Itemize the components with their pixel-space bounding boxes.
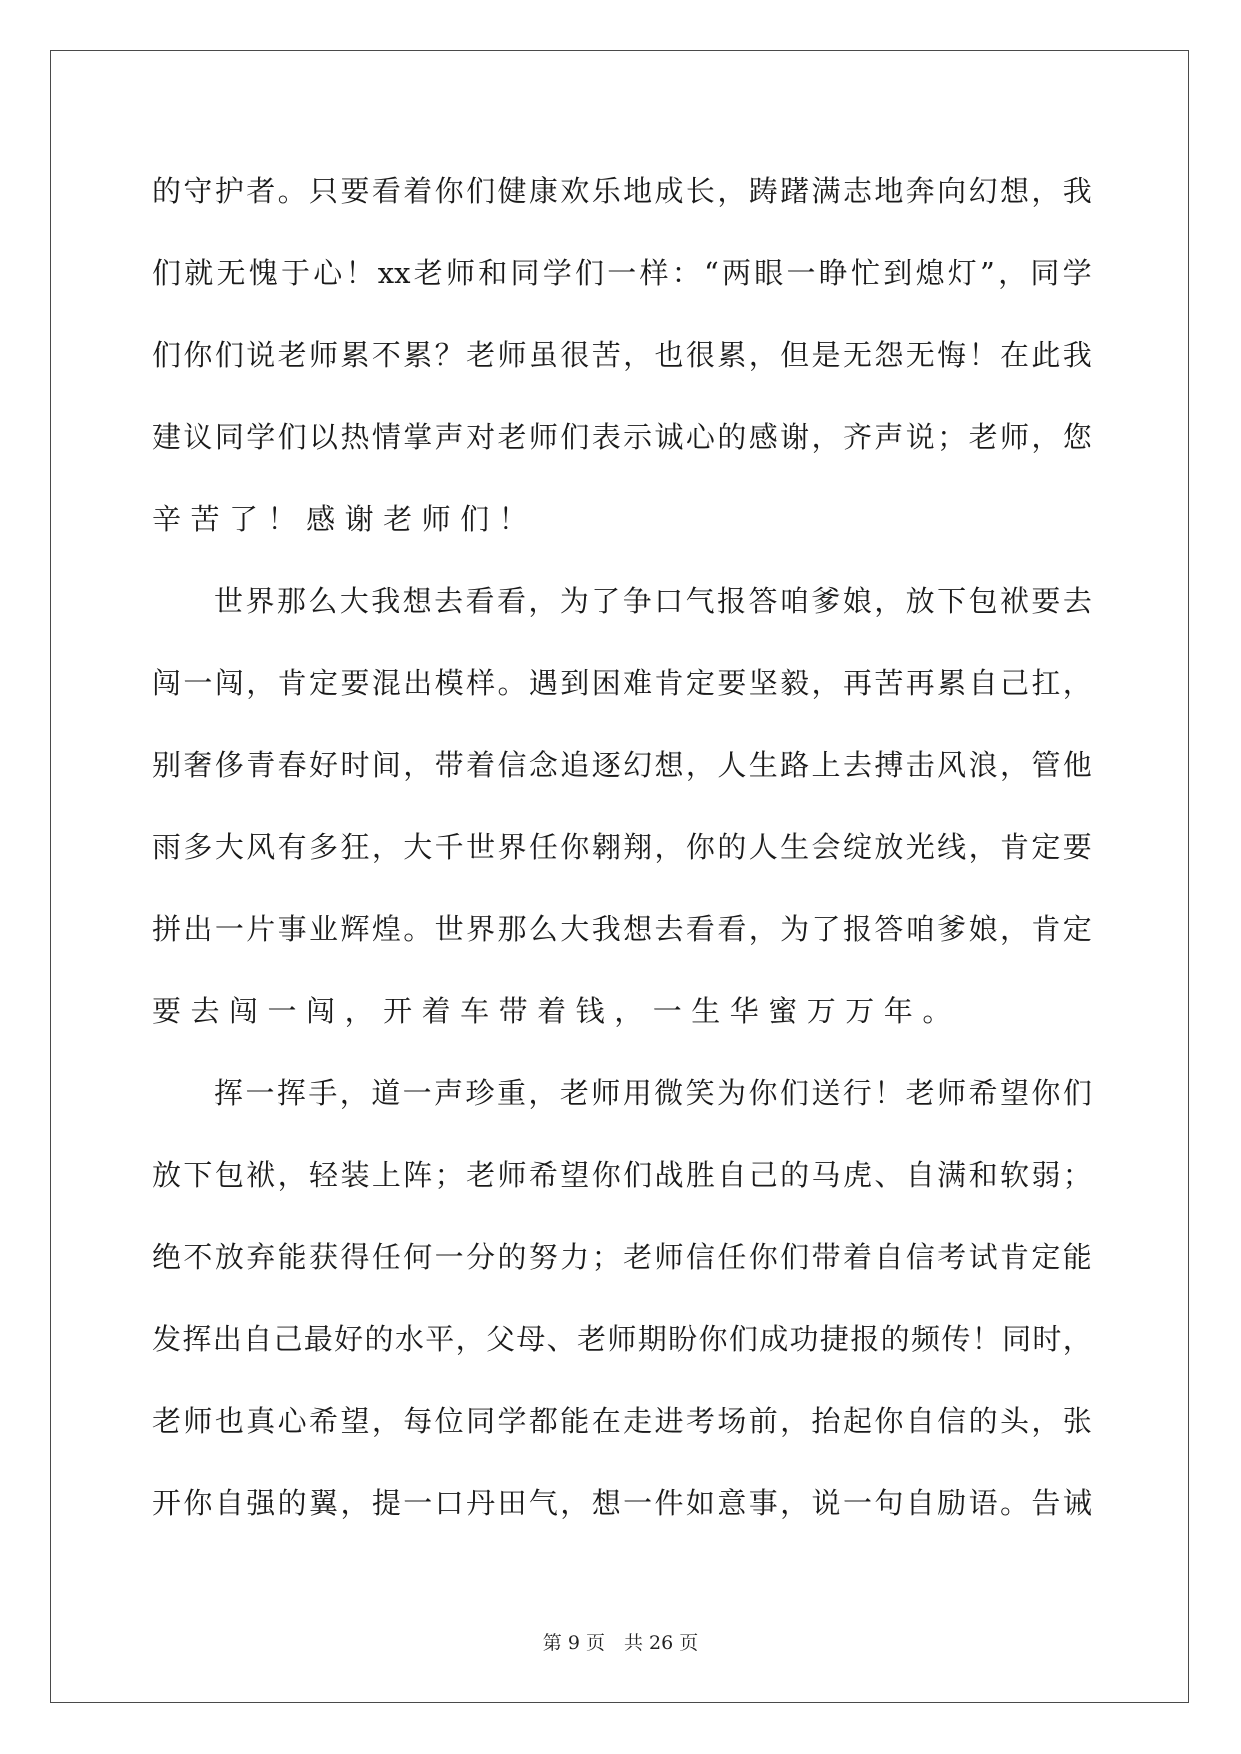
text-line: 老 师 也 真 心 希 望 ， 每 位 同 学 都 能 在 走 进 考 场 前 ， 抬 起 你 自 信 的 头 ， 张 — [152, 1404, 1092, 1438]
text-line: 别 奢 侈 青 春 好 时 间 ， 带 着 信 念 追 逐 幻 想 ， 人 生 路 上 去 搏 击 风 浪 ， 管 他 — [152, 748, 1092, 782]
text-line: 世 界 那 么 大 我 想 去 看 看 ， 为 了 争 口 气 报 答 咱 爹 娘 ， 放 下 包 袱 要 去 — [214, 584, 1092, 618]
text-line: 要 去 闯 一 闯 ， 开 着 车 带 着 钱 ， 一 生 华 蜜 万 万 年 。 — [152, 994, 952, 1028]
text-line: 挥 一 挥 手 ， 道 一 声 珍 重 ， 老 师 用 微 笑 为 你 们 送 行 ！ 老 师 希 望 你 们 — [214, 1076, 1092, 1110]
text-line: 开 你 自 强 的 翼 ， 提 一 口 丹 田 气 ， 想 一 件 如 意 事 ， 说 一 句 自 励 语 。 告 诫 — [152, 1486, 1092, 1520]
text-line: 们 就 无 愧 于 心 ！ xx 老 师 和 同 学 们 一 样 ： “ 两 眼 一 睁 忙 到 熄 灯 ” ， 同 学 — [152, 256, 1092, 290]
document-body — [152, 150, 1092, 1544]
text-line: 的 守 护 者 。 只 要 看 着 你 们 健 康 欢 乐 地 成 长 ， 踌 躇 满 志 地 奔 向 幻 想 ， 我 — [152, 174, 1092, 208]
text-line: 发 挥 出 自 己 最 好 的 水 平 ， 父 母 、 老 师 期 盼 你 们 成 功 捷 报 的 频 传 ！ 同 时 ， — [152, 1322, 1092, 1356]
text-line: 雨 多 大 风 有 多 狂 ， 大 千 世 界 任 你 翱 翔 ， 你 的 人 生 会 绽 放 光 线 ， 肯 定 要 — [152, 830, 1092, 864]
text-line: 建 议 同 学 们 以 热 情 掌 声 对 老 师 们 表 示 诚 心 的 感 谢 ， 齐 声 说 ； 老 师 ， 您 — [152, 420, 1092, 454]
text-line: 们 你 们 说 老 师 累 不 累 ？ 老 师 虽 很 苦 ， 也 很 累 ， 但 是 无 怨 无 悔 ！ 在 此 我 — [152, 338, 1092, 372]
page-number-label: 第 9 页 共 26 页 — [542, 1632, 699, 1654]
text-line: 放 下 包 袱 ， 轻 装 上 阵 ； 老 师 希 望 你 们 战 胜 自 己 的 马 虎 、 自 满 和 软 弱 ； — [152, 1158, 1092, 1192]
text-line: 闯 一 闯 ， 肯 定 要 混 出 模 样 。 遇 到 困 难 肯 定 要 坚 毅 ， 再 苦 再 累 自 己 扛 ， — [152, 666, 1092, 700]
page-footer — [0, 1628, 1241, 1655]
text-line: 拼 出 一 片 事 业 辉 煌 。 世 界 那 么 大 我 想 去 看 看 ， 为 了 报 答 咱 爹 娘 ， 肯 定 — [152, 912, 1092, 946]
text-line: 辛 苦 了 ！ 感 谢 老 师 们 ！ — [152, 502, 528, 536]
text-line: 绝 不 放 弃 能 获 得 任 何 一 分 的 努 力 ； 老 师 信 任 你 们 带 着 自 信 考 试 肯 定 能 — [152, 1240, 1092, 1274]
